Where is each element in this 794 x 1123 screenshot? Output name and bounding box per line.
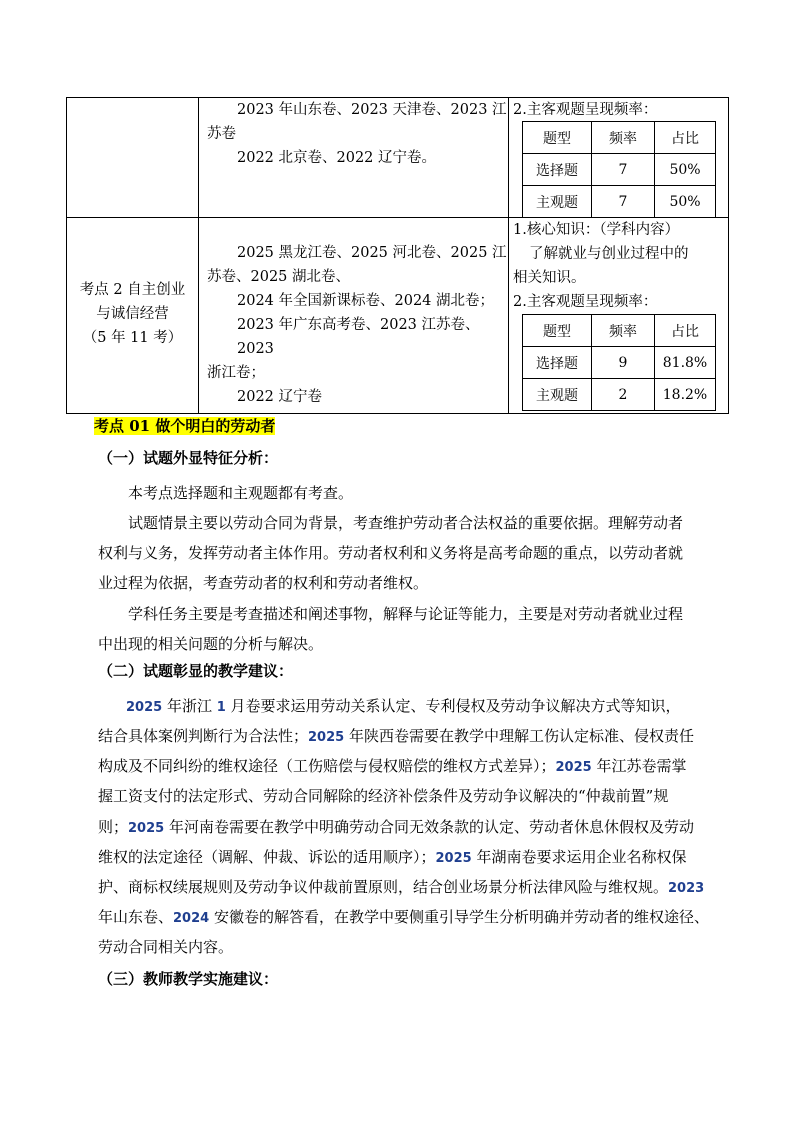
paragraph-line: 中出现的相关问题的分析与解决。 [98, 635, 324, 653]
text-segment: 月卷要求运用劳动关系认定、专利侵权及劳动争议解决方式等知识， [225, 697, 681, 715]
text-segment: 护、商标权续展规则及劳动争议仲裁前置原则，结合创业场景分析法律风险与维权规。 [98, 878, 669, 896]
teaching-line [98, 873, 738, 903]
paragraph: 学科任务主要是考查描述和阐述事物，解释与论证等能力，主要是对劳动者就业过程 [128, 605, 684, 623]
text-segment: 结合具体案例判断行为合法性； [98, 727, 309, 745]
table-row: 题型 频率 占比 [523, 315, 716, 347]
table-row: 选择题 9 81.8% [523, 347, 716, 379]
table-row: 主观题 2 18.2% [523, 379, 716, 411]
year-highlight: 2025 [435, 851, 472, 866]
subheading-1: （一）试题外显特征分析： [98, 449, 279, 467]
text-segment: 维权的法定途径（调解、仲裁、诉讼的适用顺序）； [98, 848, 436, 866]
year-highlight: 2025 [128, 821, 165, 836]
text-segment: 年河南卷需要在教学中明确劳动合同无效条款的认定、劳动者休息休假权及劳动 [164, 818, 694, 836]
text-segment: 年湖南卷要求运用企业名称权保 [471, 848, 687, 866]
exam-overview-table [66, 97, 729, 414]
table-divider [198, 98, 199, 413]
teaching-line [98, 933, 738, 961]
teaching-line [98, 692, 738, 722]
table-divider [508, 98, 509, 413]
text-segment: 安徽卷的解答看，在教学中要侧重引导学生分析明确并劳动者的维权途径、 [209, 908, 709, 926]
table-row: 选择题 7 50% [523, 154, 716, 186]
year-highlight: 2023 [668, 881, 705, 896]
text-segment: 年陕西卷需要在教学中理解工伤认定标准、侵权责任 [344, 727, 694, 745]
paragraph-line: 权利与义务，发挥劳动者主体作用。劳动者权利和义务将是高考命题的重点，以劳动者就 [98, 544, 684, 562]
table-row: 主观题 7 50% [523, 186, 716, 218]
row2-core-knowledge: 1.核心知识：（学科内容） 了解就业与创业过程中的 相关知识。 2.主客观题呈现频率： [513, 218, 728, 314]
teaching-line [98, 903, 738, 933]
text-segment: 则； [98, 818, 129, 836]
teaching-line [98, 752, 738, 782]
year-highlight: 2025 [308, 730, 345, 745]
teaching-line [98, 813, 738, 843]
row1-frequency-title: 2.主客观题呈现频率： [513, 102, 658, 118]
paragraph: 试题情景主要以劳动合同为背景，考查维护劳动者合法权益的重要依据。理解劳动者 [128, 514, 684, 532]
teaching-line [98, 843, 738, 873]
paragraph: 本考点选择题和主观题都有考查。 [128, 484, 354, 502]
subheading-2: （二）试题彰显的教学建议： [98, 662, 294, 680]
text-segment: 握工资支付的法定形式、劳动合同解除的经济补偿条件及劳动争议解决的“仲裁前置”规 [98, 787, 669, 805]
text-segment: 构成及不同纠纷的维权途径（工伤赔偿与侵权赔偿的维权方式差异）； [98, 757, 556, 775]
row2-frequency-table [522, 314, 716, 411]
row1-exam-list: 2023 年山东卷、2023 天津卷、2023 江 苏卷 2022 北京卷、2022 辽宁卷。 [207, 102, 507, 166]
year-highlight: 2025 [555, 760, 592, 775]
text-segment: 年山东卷、 [98, 908, 174, 926]
year-highlight: 2025 [126, 700, 163, 715]
section-title: 考点 01 做个明白的劳动者 [94, 417, 276, 435]
row1-frequency-table [522, 121, 716, 218]
teaching-line [98, 782, 738, 810]
subheading-3: （三）教师教学实施建议： [98, 970, 279, 988]
row2-exam-list: 2025 黑龙江卷、2025 河北卷、2025 江 苏卷、2025 湖北卷、 2024 年全国新课标卷、2024 湖北卷； 2023 年广东高考卷、2023 江苏卷、2023 浙江卷； 2022 辽宁卷 [207, 245, 507, 405]
text-segment: 年浙江 [162, 697, 217, 715]
year-highlight: 1 [216, 700, 226, 715]
text-segment: 劳动合同相关内容。 [98, 938, 234, 956]
row2-topic: 考点 2 自主创业 与诚信经营 （5 年 11 考） [79, 282, 186, 346]
teaching-line [98, 722, 738, 752]
year-highlight: 2024 [173, 911, 210, 926]
text-segment: 年江苏卷需掌 [591, 757, 687, 775]
table-row: 题型 频率 占比 [523, 122, 716, 154]
row2-frequency-title: 2.主客观题呈现频率： [513, 294, 658, 310]
paragraph-line: 业过程为依据，考查劳动者的权利和劳动者维权。 [98, 574, 429, 592]
